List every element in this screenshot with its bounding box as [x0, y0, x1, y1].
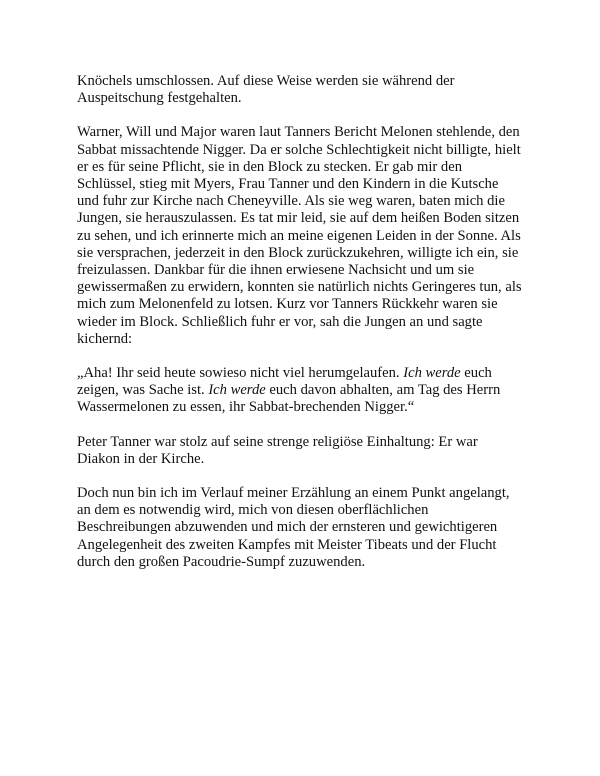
text-line: sie versprachen, jederzeit in den Block zurückzukehren, willigte ich ein, sie [77, 244, 519, 261]
text-line: Wassermelonen zu essen, ihr Sabbat-brechenden Nigger.“ [77, 399, 415, 416]
text-line: Beschreibungen abzuwenden und mich der ernsteren und gewichtigeren [77, 519, 498, 536]
paragraph-2 [77, 124, 547, 348]
paragraph-3-quote [77, 365, 547, 417]
paragraph-5 [77, 485, 547, 571]
text-line: Schlüssel, stieg mit Myers, Frau Tanner und den Kindern in die Kutsche [77, 176, 499, 193]
text-line: und fuhr zur Kirche nach Cheneyville. Als sie weg waren, baten mich die [77, 193, 505, 210]
paragraph-1 [77, 73, 547, 107]
text-line: freizulassen. Dankbar für die ihnen erwiesene Nachsicht und um sie [77, 262, 475, 279]
text-line: mich zum Melonenfeld zu lotsen. Kurz vor Tanners Rückkehr waren sie [77, 296, 498, 313]
text-segment: euch davon abhalten, am Tag des Herrn [265, 382, 501, 399]
text-line: Doch nun bin ich im Verlauf meiner Erzählung an einem Punkt angelangt, [77, 485, 510, 502]
text-line: Auspeitschung festgehalten. [77, 90, 242, 107]
text-line: Jungen, sie herauszulassen. Es tat mir leid, sie auf dem heißen Boden sitzen [77, 210, 520, 227]
text-line: gewissermaßen zu erwidern, konnten sie natürlich nichts Geringeres tun, als [77, 279, 522, 296]
text-line: durch den großen Pacoudrie-Sumpf zuzuwenden. [77, 553, 366, 570]
text-segment: zeigen, was Sache ist. [77, 382, 209, 399]
body-text [77, 73, 547, 588]
text-segment: euch [460, 365, 492, 382]
text-line: kichernd: [77, 330, 133, 347]
text-segment: „Aha! Ihr seid heute sowieso nicht viel herumgelaufen. [77, 365, 404, 382]
text-line: Warner, Will und Major waren laut Tanners Bericht Melonen stehlende, den [77, 124, 520, 141]
text-line: Knöchels umschlossen. Auf diese Weise werden sie während der [77, 73, 455, 89]
paragraph-4 [77, 434, 547, 468]
text-line: zu sehen, und ich erinnerte mich an meine eigenen Leiden in der Sonne. Als [77, 227, 521, 244]
text-line: an dem es notwendig wird, mich von diesen oberflächlichen [77, 502, 429, 519]
text-line: Diakon in der Kirche. [77, 450, 205, 467]
text-line: Angelegenheit des zweiten Kampfes mit Meister Tibeats und der Flucht [77, 536, 497, 553]
emphasis-text: Ich werde [208, 382, 266, 399]
text-line: er es für seine Pflicht, sie in den Block zu stecken. Er gab mir den [77, 158, 462, 175]
emphasis-text: Ich werde [403, 365, 461, 382]
text-line: Peter Tanner war stolz auf seine strenge religiöse Einhaltung: Er war [77, 433, 478, 450]
text-line: wieder im Block. Schließlich fuhr er vor, sah die Jungen an und sagte [77, 313, 483, 330]
text-line: Sabbat missachtende Nigger. Da er solche Schlechtigkeit nicht billigte, hielt [77, 141, 521, 158]
